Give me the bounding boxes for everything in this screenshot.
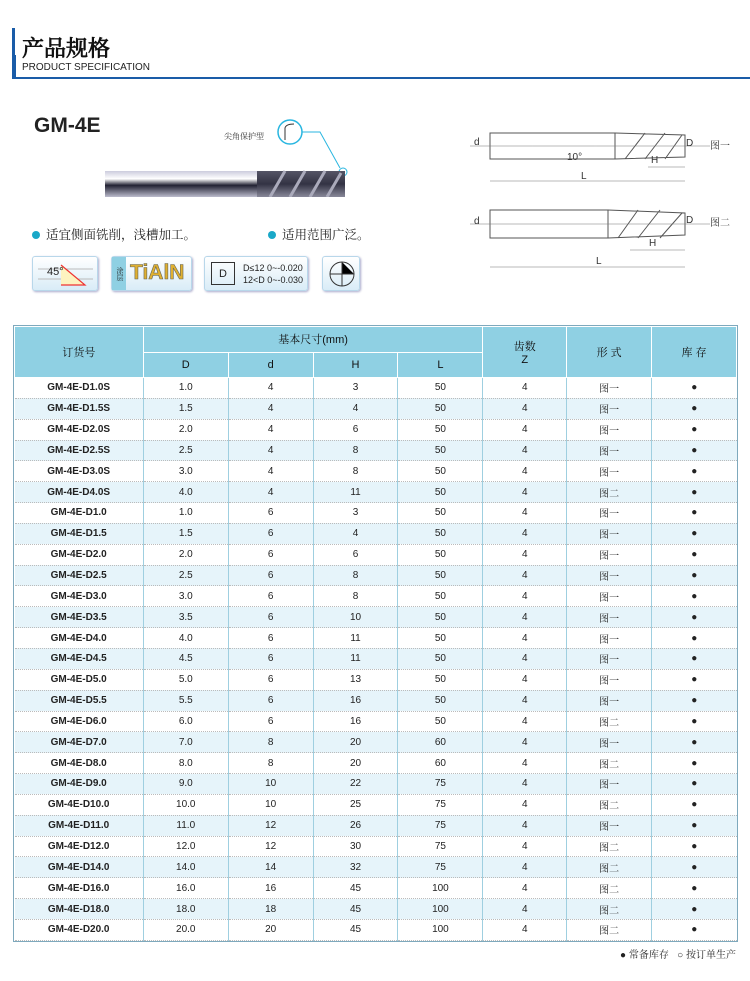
dim-d-cell: 4 <box>228 461 313 482</box>
stock-cell: ● <box>652 794 737 815</box>
order-code-cell: GM-4E-D7.0 <box>15 732 144 753</box>
col-stock: 库 存 <box>652 327 737 378</box>
dim-d-cell: 4 <box>228 378 313 399</box>
dim-H-cell: 45 <box>313 919 398 940</box>
dim-D-cell: 2.0 <box>143 419 228 440</box>
dim-d-cell: 20 <box>228 919 313 940</box>
dim-L-cell: 100 <box>398 878 483 899</box>
dim-H-cell: 10 <box>313 607 398 628</box>
table-row <box>15 503 737 524</box>
dim-d-cell: 12 <box>228 815 313 836</box>
dim-H-cell: 16 <box>313 690 398 711</box>
dim-D-cell: 4.0 <box>143 482 228 503</box>
dim-d-label: d <box>474 216 480 227</box>
dim-D-cell: 10.0 <box>143 794 228 815</box>
col-d: d <box>228 352 313 378</box>
dim-d-cell: 4 <box>228 440 313 461</box>
stock-cell: ● <box>652 753 737 774</box>
dim-l-label: L <box>596 256 602 267</box>
order-code-cell: GM-4E-D5.0 <box>15 669 144 690</box>
stock-cell: ● <box>652 544 737 565</box>
dim-d-cell: 6 <box>228 586 313 607</box>
spec-table <box>14 326 737 941</box>
dim-H-cell: 30 <box>313 836 398 857</box>
dim-H-cell: 11 <box>313 648 398 669</box>
dim-L-cell: 50 <box>398 711 483 732</box>
teeth-cell: 4 <box>483 794 567 815</box>
dim-H-cell: 13 <box>313 669 398 690</box>
dim-L-cell: 50 <box>398 690 483 711</box>
stock-cell: ● <box>652 690 737 711</box>
teeth-cell: 4 <box>483 857 567 878</box>
feature-text: 适用范围广泛。 <box>282 228 370 242</box>
table-row <box>15 774 737 795</box>
dim-d-cell: 6 <box>228 503 313 524</box>
teeth-cell: 4 <box>483 919 567 940</box>
teeth-cell: 4 <box>483 523 567 544</box>
form-cell: 图一 <box>567 732 652 753</box>
dim-D-cell: 9.0 <box>143 774 228 795</box>
legend-made-to-order: ○ 按订单生产 <box>677 950 736 961</box>
dim-H-cell: 20 <box>313 732 398 753</box>
feature-text: 适宜侧面铣削，浅槽加工。 <box>46 228 197 242</box>
table-row <box>15 711 737 732</box>
dim-L-cell: 50 <box>398 461 483 482</box>
teeth-cell: 4 <box>483 648 567 669</box>
header-divider <box>12 77 750 79</box>
dim-H-cell: 8 <box>313 461 398 482</box>
stock-cell: ● <box>652 523 737 544</box>
teeth-cell: 4 <box>483 753 567 774</box>
dim-L-cell: 75 <box>398 794 483 815</box>
table-row <box>15 690 737 711</box>
dim-H-cell: 20 <box>313 753 398 774</box>
bullet-icon <box>268 231 276 239</box>
dim-D-cell: 1.5 <box>143 523 228 544</box>
stock-cell: ● <box>652 503 737 524</box>
dim-d-label: d <box>474 137 480 148</box>
dim-H-cell: 3 <box>313 503 398 524</box>
form-cell: 图二 <box>567 711 652 732</box>
form-cell: 图一 <box>567 565 652 586</box>
table-row <box>15 482 737 503</box>
dim-L-cell: 50 <box>398 669 483 690</box>
dim-D-cell: 3.0 <box>143 586 228 607</box>
coating-value: TiAlN <box>130 261 185 284</box>
stock-cell: ● <box>652 440 737 461</box>
dim-d-cell: 6 <box>228 690 313 711</box>
dim-H-cell: 22 <box>313 774 398 795</box>
stock-cell: ● <box>652 774 737 795</box>
col-D: D <box>143 352 228 378</box>
dim-D-cell: 12.0 <box>143 836 228 857</box>
teeth-cell: 4 <box>483 482 567 503</box>
dim-L-cell: 75 <box>398 815 483 836</box>
teeth-cell: 4 <box>483 398 567 419</box>
bullet-icon <box>32 231 40 239</box>
dim-D-cell: 2.0 <box>143 544 228 565</box>
table-row <box>15 878 737 899</box>
order-code-cell: GM-4E-D4.0 <box>15 628 144 649</box>
product-model: GM-4E <box>34 114 101 137</box>
dim-L-cell: 50 <box>398 419 483 440</box>
teeth-cell: 4 <box>483 440 567 461</box>
stock-cell: ● <box>652 669 737 690</box>
teeth-cell: 4 <box>483 836 567 857</box>
form-cell: 图一 <box>567 398 652 419</box>
page-subtitle: PRODUCT SPECIFICATION <box>22 62 150 73</box>
form-cell: 图一 <box>567 669 652 690</box>
stock-cell: ● <box>652 378 737 399</box>
order-code-cell: GM-4E-D3.0S <box>15 461 144 482</box>
dim-L-cell: 50 <box>398 565 483 586</box>
order-code-cell: GM-4E-D14.0 <box>15 857 144 878</box>
fig2-label: 图二 <box>710 218 730 229</box>
dim-H-cell: 8 <box>313 586 398 607</box>
col-L: L <box>398 352 483 378</box>
table-row <box>15 544 737 565</box>
form-cell: 图一 <box>567 378 652 399</box>
dim-L-cell: 50 <box>398 607 483 628</box>
table-row <box>15 461 737 482</box>
form-cell: 图一 <box>567 461 652 482</box>
order-code-cell: GM-4E-D11.0 <box>15 815 144 836</box>
dim-d-cell: 16 <box>228 878 313 899</box>
form-cell: 图二 <box>567 857 652 878</box>
diagram-fig2 <box>470 205 720 270</box>
table-row <box>15 378 737 399</box>
angle-icon <box>33 257 99 292</box>
tolerance-badge <box>204 256 308 291</box>
teeth-cell: 4 <box>483 669 567 690</box>
dim-h-label: H <box>651 155 659 166</box>
teeth-cell: 4 <box>483 503 567 524</box>
dim-D-cell: 8.0 <box>143 753 228 774</box>
teeth-cell: 4 <box>483 544 567 565</box>
tolerance-line: D≤12 0~-0.020 <box>243 263 303 273</box>
order-code-cell: GM-4E-D20.0 <box>15 919 144 940</box>
form-cell: 图一 <box>567 815 652 836</box>
dim-D-cell: 3.5 <box>143 607 228 628</box>
dim-H-cell: 45 <box>313 899 398 920</box>
form-cell: 图一 <box>567 544 652 565</box>
order-code-cell: GM-4E-D1.5S <box>15 398 144 419</box>
dim-D-cell: 1.0 <box>143 503 228 524</box>
order-code-cell: GM-4E-D1.0S <box>15 378 144 399</box>
dim-D-cell: 16.0 <box>143 878 228 899</box>
dim-H-cell: 8 <box>313 440 398 461</box>
dim-H-cell: 3 <box>313 378 398 399</box>
dim-L-cell: 50 <box>398 440 483 461</box>
form-cell: 图一 <box>567 440 652 461</box>
angle-value: 45° <box>47 266 64 278</box>
stock-cell: ● <box>652 732 737 753</box>
dim-L-cell: 50 <box>398 503 483 524</box>
order-code-cell: GM-4E-D1.0 <box>15 503 144 524</box>
dim-H-cell: 8 <box>313 565 398 586</box>
dim-L-cell: 50 <box>398 648 483 669</box>
dim-D-cell: 2.5 <box>143 440 228 461</box>
form-cell: 图一 <box>567 586 652 607</box>
teeth-cell: 4 <box>483 690 567 711</box>
corner-protection-label: 尖角保护型 <box>224 132 264 141</box>
dim-H-cell: 16 <box>313 711 398 732</box>
form-cell: 图二 <box>567 753 652 774</box>
order-code-cell: GM-4E-D8.0 <box>15 753 144 774</box>
form-cell: 图二 <box>567 899 652 920</box>
teeth-cell: 4 <box>483 461 567 482</box>
dim-D-cell: 18.0 <box>143 899 228 920</box>
dim-L-cell: 75 <box>398 836 483 857</box>
dim-L-cell: 50 <box>398 586 483 607</box>
dim-D-cell: 6.0 <box>143 711 228 732</box>
coating-badge <box>111 256 192 291</box>
table-row <box>15 607 737 628</box>
stock-cell: ● <box>652 857 737 878</box>
order-code-cell: GM-4E-D2.5S <box>15 440 144 461</box>
order-code-cell: GM-4E-D3.0 <box>15 586 144 607</box>
dim-d-cell: 6 <box>228 607 313 628</box>
table-row <box>15 815 737 836</box>
stock-cell: ● <box>652 586 737 607</box>
teeth-cell: 4 <box>483 711 567 732</box>
dim-D-cell: 14.0 <box>143 857 228 878</box>
col-basic-dimensions: 基本尺寸(mm) <box>143 327 483 353</box>
form-cell: 图一 <box>567 690 652 711</box>
teeth-cell: 4 <box>483 815 567 836</box>
form-cell: 图二 <box>567 482 652 503</box>
order-code-cell: GM-4E-D2.0S <box>15 419 144 440</box>
dim-d-cell: 6 <box>228 523 313 544</box>
stock-cell: ● <box>652 461 737 482</box>
dim-L-cell: 50 <box>398 544 483 565</box>
dim-L-cell: 50 <box>398 523 483 544</box>
form-cell: 图一 <box>567 628 652 649</box>
order-code-cell: GM-4E-D9.0 <box>15 774 144 795</box>
dim-d-cell: 6 <box>228 648 313 669</box>
order-code-cell: GM-4E-D2.0 <box>15 544 144 565</box>
stock-cell: ● <box>652 919 737 940</box>
teeth-label: 齿数 <box>513 341 536 353</box>
stock-cell: ● <box>652 398 737 419</box>
form-cell: 图一 <box>567 648 652 669</box>
dim-H-cell: 11 <box>313 482 398 503</box>
dim-L-cell: 60 <box>398 753 483 774</box>
dim-d-cell: 12 <box>228 836 313 857</box>
form-cell: 图一 <box>567 774 652 795</box>
dim-H-cell: 4 <box>313 523 398 544</box>
header-accent-block <box>12 55 16 78</box>
dim-H-cell: 26 <box>313 815 398 836</box>
form-cell: 图二 <box>567 878 652 899</box>
dim-D-cell: 5.0 <box>143 669 228 690</box>
dim-L-cell: 100 <box>398 899 483 920</box>
dim-H-cell: 11 <box>313 628 398 649</box>
helix-angle-badge <box>32 256 98 291</box>
dim-D-cell: 11.0 <box>143 815 228 836</box>
dim-L-cell: 75 <box>398 774 483 795</box>
dim-D-cell: 2.5 <box>143 565 228 586</box>
teeth-cell: 4 <box>483 899 567 920</box>
dim-L-cell: 60 <box>398 732 483 753</box>
col-code: 订货号 <box>15 327 144 378</box>
table-row <box>15 794 737 815</box>
table-row <box>15 857 737 878</box>
dim-H-cell: 4 <box>313 398 398 419</box>
stock-cell: ● <box>652 628 737 649</box>
stock-cell: ● <box>652 607 737 628</box>
dim-D-cell: 7.0 <box>143 732 228 753</box>
order-code-cell: GM-4E-D18.0 <box>15 899 144 920</box>
dim-d-cell: 10 <box>228 774 313 795</box>
table-row <box>15 753 737 774</box>
stock-cell: ● <box>652 836 737 857</box>
table-row <box>15 523 737 544</box>
dim-D-label: D <box>686 215 694 226</box>
stock-cell: ● <box>652 419 737 440</box>
stock-cell: ● <box>652 711 737 732</box>
dim-L-cell: 50 <box>398 378 483 399</box>
dim-d-cell: 18 <box>228 899 313 920</box>
order-code-cell: GM-4E-D4.5 <box>15 648 144 669</box>
dim-d-cell: 6 <box>228 565 313 586</box>
table-row <box>15 919 737 940</box>
dim-d-cell: 10 <box>228 794 313 815</box>
dim-H-cell: 32 <box>313 857 398 878</box>
flute-badge <box>322 256 360 291</box>
order-code-cell: GM-4E-D10.0 <box>15 794 144 815</box>
dim-D-label: D <box>686 138 694 149</box>
end-mill-image <box>105 169 345 197</box>
dim-L-cell: 50 <box>398 398 483 419</box>
stock-cell: ● <box>652 482 737 503</box>
dim-d-cell: 8 <box>228 753 313 774</box>
dim-D-cell: 5.5 <box>143 690 228 711</box>
teeth-cell: 4 <box>483 607 567 628</box>
order-code-cell: GM-4E-D1.5 <box>15 523 144 544</box>
teeth-cell: 4 <box>483 586 567 607</box>
col-form: 形 式 <box>567 327 652 378</box>
dim-d-cell: 6 <box>228 711 313 732</box>
dim-D-cell: 4.5 <box>143 648 228 669</box>
dim-d-cell: 6 <box>228 544 313 565</box>
order-code-cell: GM-4E-D16.0 <box>15 878 144 899</box>
dim-d-cell: 4 <box>228 419 313 440</box>
dim-D-cell: 1.0 <box>143 378 228 399</box>
feature-item <box>32 225 196 243</box>
dim-L-cell: 50 <box>398 482 483 503</box>
table-row <box>15 440 737 461</box>
form-cell: 图一 <box>567 503 652 524</box>
legend-in-stock: ● 常备库存 <box>620 950 669 961</box>
stock-cell: ● <box>652 565 737 586</box>
dim-H-cell: 25 <box>313 794 398 815</box>
table-row <box>15 419 737 440</box>
dim-h-label: H <box>649 238 657 249</box>
table-row <box>15 899 737 920</box>
diagram-fig1 <box>470 125 720 185</box>
table-row <box>15 398 737 419</box>
coating-label: 涂层 <box>112 257 126 290</box>
dim-D-cell: 3.0 <box>143 461 228 482</box>
teeth-cell: 4 <box>483 419 567 440</box>
order-code-cell: GM-4E-D6.0 <box>15 711 144 732</box>
teeth-cell: 4 <box>483 732 567 753</box>
dim-d-cell: 4 <box>228 482 313 503</box>
dim-L-cell: 50 <box>398 628 483 649</box>
dim-D-cell: 4.0 <box>143 628 228 649</box>
table-row <box>15 732 737 753</box>
form-cell: 图二 <box>567 836 652 857</box>
teeth-z-label: Z <box>521 354 529 366</box>
order-code-cell: GM-4E-D3.5 <box>15 607 144 628</box>
angle-label: 10° <box>567 152 583 163</box>
table-row <box>15 586 737 607</box>
order-code-cell: GM-4E-D5.5 <box>15 690 144 711</box>
stock-cell: ● <box>652 648 737 669</box>
dim-H-cell: 45 <box>313 878 398 899</box>
dim-D-cell: 1.5 <box>143 398 228 419</box>
table-row <box>15 565 737 586</box>
stock-cell: ● <box>652 899 737 920</box>
form-cell: 图一 <box>567 607 652 628</box>
form-cell: 图二 <box>567 794 652 815</box>
feature-item <box>268 225 370 243</box>
teeth-cell: 4 <box>483 774 567 795</box>
teeth-cell: 4 <box>483 565 567 586</box>
dim-d-cell: 6 <box>228 669 313 690</box>
form-cell: 图二 <box>567 919 652 940</box>
four-flute-icon <box>323 257 361 292</box>
dim-d-cell: 8 <box>228 732 313 753</box>
table-row <box>15 669 737 690</box>
dim-L-cell: 75 <box>398 857 483 878</box>
dim-d-cell: 14 <box>228 857 313 878</box>
table-row <box>15 648 737 669</box>
table-row <box>15 836 737 857</box>
stock-cell: ● <box>652 815 737 836</box>
teeth-cell: 4 <box>483 878 567 899</box>
stock-legend <box>620 946 736 961</box>
page-title: 产品规格 <box>22 36 111 61</box>
dim-H-cell: 6 <box>313 544 398 565</box>
col-teeth <box>483 327 567 378</box>
stock-cell: ● <box>652 878 737 899</box>
col-H: H <box>313 352 398 378</box>
dim-l-label: L <box>581 171 587 182</box>
dim-d-cell: 4 <box>228 398 313 419</box>
dim-d-cell: 6 <box>228 628 313 649</box>
tolerance-line: 12<D 0~-0.030 <box>243 275 304 285</box>
fig1-label: 图一 <box>710 141 730 152</box>
order-code-cell: GM-4E-D2.5 <box>15 565 144 586</box>
teeth-cell: 4 <box>483 378 567 399</box>
dim-H-cell: 6 <box>313 419 398 440</box>
teeth-cell: 4 <box>483 628 567 649</box>
tolerance-symbol: D <box>211 262 235 285</box>
form-cell: 图一 <box>567 419 652 440</box>
order-code-cell: GM-4E-D4.0S <box>15 482 144 503</box>
dim-L-cell: 100 <box>398 919 483 940</box>
form-cell: 图一 <box>567 523 652 544</box>
table-row <box>15 628 737 649</box>
order-code-cell: GM-4E-D12.0 <box>15 836 144 857</box>
dim-D-cell: 20.0 <box>143 919 228 940</box>
